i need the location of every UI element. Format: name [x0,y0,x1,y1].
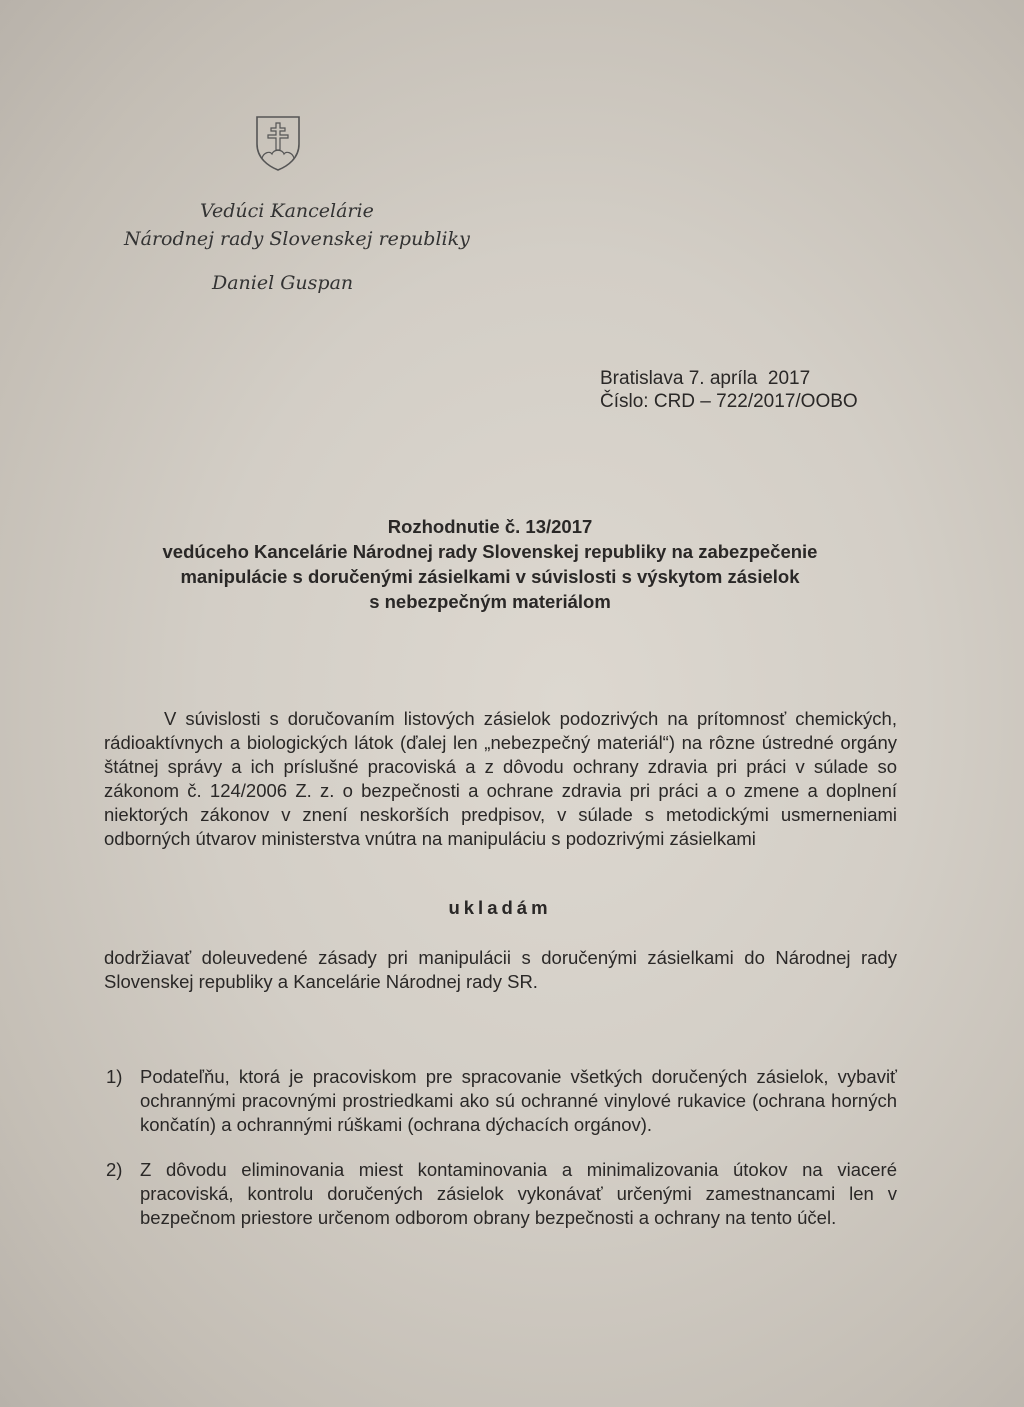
list-item-number: 1) [106,1066,123,1087]
coat-of-arms-icon [254,114,302,172]
list-item [106,1158,897,1230]
ukladam-heading: ukladám [448,897,552,918]
reference-number: Číslo: CRD – 722/2017/OOBO [600,391,858,412]
list-item-number: 2) [106,1159,123,1180]
office-title-line1: Vedúci Kancelárie [200,200,374,222]
title-line: s nebezpečným materiálom [369,591,611,612]
official-name: Daniel Guspan [212,272,354,294]
document-title [100,514,880,614]
document-meta [600,367,858,413]
list-item-text: Z dôvodu eliminovania miest kontaminovania a minimalizovania útokov na viaceré pracoviská, kontrolu doručených zásielok vykonávať určenými zamestnancami len v bezpečnom priestore určenom odborom obrany bezpečnosti a ochrany na tento účel. [140,1159,897,1228]
title-line: vedúceho Kancelárie Národnej rady Slovenskej republiky na zabezpečenie [162,541,818,562]
list-item [106,1065,897,1137]
instruction-paragraph: dodržiavať doleuvedené zásady pri manipulácii s doručenými zásielkami do Národnej rady Slovenskej republiky a Kancelárie Národnej rady SR. [104,947,897,992]
title-line: Rozhodnutie č. 13/2017 [387,516,593,537]
list-item-text: Podateľňu, ktorá je pracoviskom pre spracovanie všetkých doručených zásielok, vybaviť ochrannými pracovnými prostriedkami ako sú ochranné vinylové rukavice (ochrana horných končatín) a ochrannými rúškami (ochrana dýchacích orgánov). [140,1066,897,1135]
intro-paragraph: V súvislosti s doručovaním listových zásielok podozrivých na prítomnosť chemických, rádioaktívnych a biologických látok (ďalej len „nebezpečný materiál“) na rôzne ústredné orgány štátnej správy a ich príslušné pracoviská a z dôvodu ochrany zdravia pri práci v súlade so zákonom č. 124/2006 Z. z. o bezpečnosti a ochrane zdravia pri práci a o zmene a doplnení niektorých zákonov v znení neskorších predpisov, v súlade s metodickými usmerneniami odborných útvarov ministerstva vnútra na manipuláciu s podozrivými zásielkami [104,708,897,849]
place-date: Bratislava 7. apríla 2017 [600,368,811,389]
title-line: manipulácie s doručenými zásielkami v súvislosti s výskytom zásielok [180,566,800,587]
office-title-line2: Národnej rady Slovenskej republiky [124,228,470,250]
